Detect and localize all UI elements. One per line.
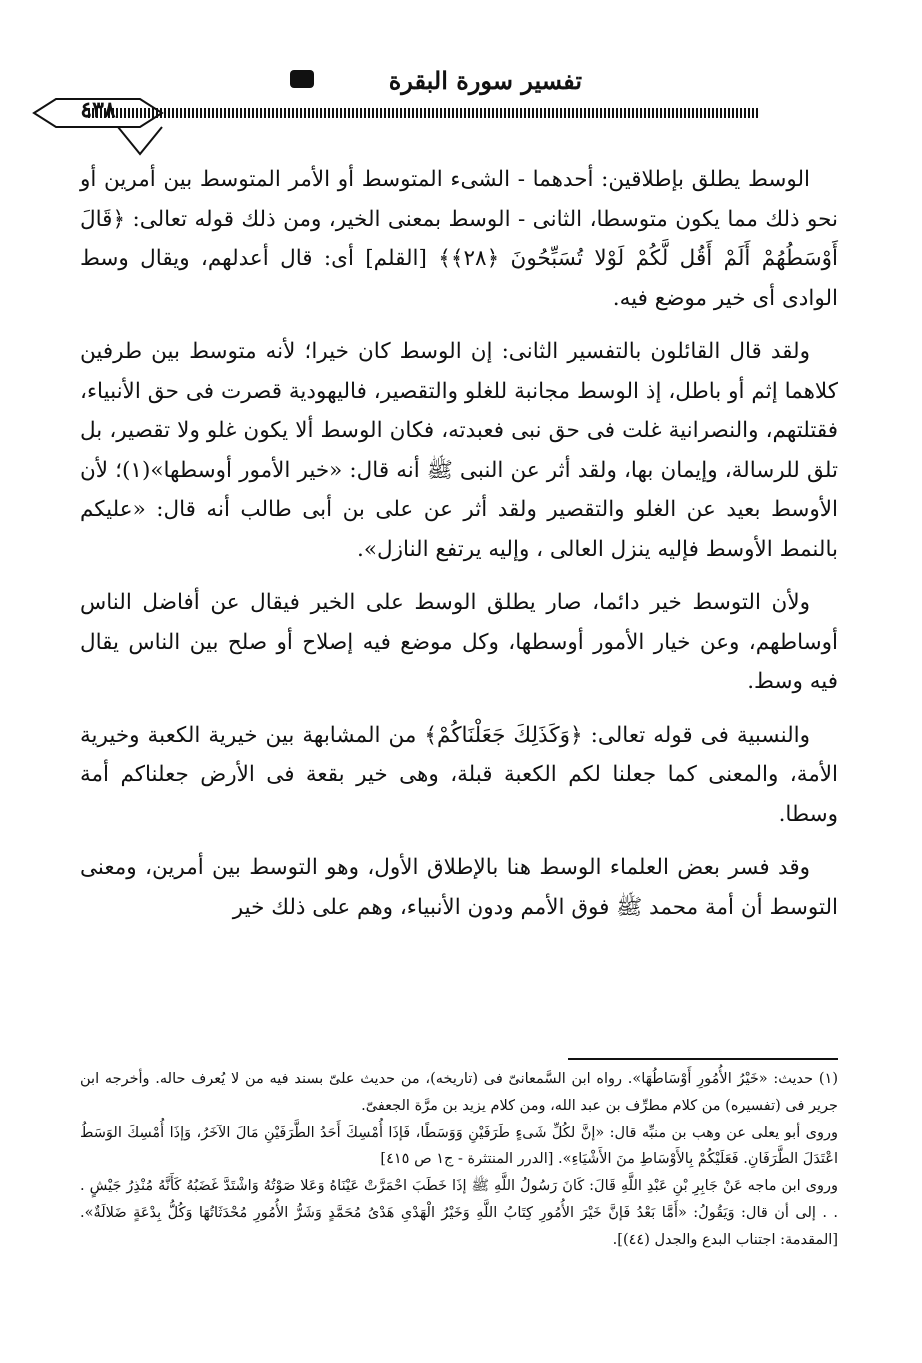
footnote-3: وروى ابن ماجه عَنْ جَابِرِ بْنِ عَبْدِ اللَّهِ قَالَ: كَانَ رَسُولُ اللَّهِ ﷺ إذَا خَطَبَ احْمَرَّتْ عَيْنَاهُ وَعَلا صَوْتُهُ وَاشْتَدَّ غَضَبُهُ كَأَنَّهُ مُنْذِرُ جَيْشٍ . . . إلى أن قال: وَيَقُولُ: «أَمَّا بَعْدُ فَإنَّ خَيْرَ الأُمُورِ كِتَابُ اللَّهِ وَخَيْرُ الْهَدْىِ هَدْىُ مُحَمَّدٍ وَشَرُّ الأُمُورِ مُحْدَثَاتُهَا وَكُلُّ بِدْعَةٍ ضَلالَةٌ». [المقدمة: اجتناب البدع والجدل (٤٤)]. [80,1178,838,1248]
footnote-separator [568,1058,838,1060]
footnote-2: وروى أبو يعلى عن وهب بن منبِّه قال: «إنَّ لكُلِّ شَىءٍ طَرَفَيْنِ وَوَسَطًا، فَإذَا أُمْسِكَ أَحَدُ الطَّرَفَيْنِ مَالَ الآخَرُ، وَإذَا أُمْسِكَ الوَسَطُ اعْتَدَلَ الطَّرَفَانِ. فَعَلَيْكُمْ بِالأَوْسَاطِ منَ الأَشْيَاءِ». [الدرر المنتثرة - ج١ ص ٤١٥] [80,1124,838,1168]
paragraph-4: والنسبية فى قوله تعالى: ﴿وَكَذَلِكَ جَعَلْنَاكُمْ﴾ من المشابهة بين خيرية الكعبة وخيرية الأمة، والمعنى كما جعلنا لكم الكعبة قبلة، وهى خير بقعة فى الأرض جعلناكم أمة وسطا. [80,722,838,827]
main-body [80,160,838,941]
paragraph-5: وقد فسر بعض العلماء الوسط هنا بالإطلاق الأول، وهو التوسط بين أمرين، ومعنى التوسط أن أمة محمد ﷺ فوق الأمم ودون الأنبياء، وهم على ذلك خير [80,855,838,920]
paragraph-3: ولأن التوسط خير دائما، صار يطلق الوسط على الخير فيقال عن أفاضل الناس أوساطهم، وعن خيار الأمور أوسطها، وكل موضع فيه إصلاح أو صلح بين الناس يقال فيه وسط. [80,590,838,694]
footnotes [80,1066,838,1254]
paragraph-1: الوسط يطلق بإطلاقين: أحدهما - الشىء المتوسط أو الأمر المتوسط بين أمرين أو نحو ذلك مما يكون متوسطا، الثانى - الوسط بمعنى الخير، ومن ذلك قوله تعالى: ﴿قَالَ أَوْسَطُهُمْ أَلَمْ أَقُل لَّكُمْ لَوْلا تُسَبِّحُونَ ﴿٢٨﴾﴾ [القلم] أى: قال أعدلهم، ويقال وسط الوادى أى خير موضع فيه. [80,167,838,311]
page-number: ٤٣٨ [80,97,116,123]
paragraph-2: ولقد قال القائلون بالتفسير الثانى: إن الوسط كان خيرا؛ لأنه متوسط بين طرفين كلاهما إثم أو باطل، إذ الوسط مجانبة للغلو والتقصير، فاليهودية قصرت فى حق الأنبياء، فقتلتهم، والنصرانية غلت فى حق نبى فعبدته، فكان الوسط ألا يكون غلو ولا تقصير، بل تلق للرسالة، وإيمان بها، ولقد أثر عن النبى ﷺ أنه قال: «خير الأمور أوسطها»(١)؛ لأن الأوسط بعيد عن الغلو والتقصير ولقد أثر عن على بن أبى طالب أنه قال: «عليكم بالنمط الأوسط فإليه ينزل العالى ، وإليه يرتفع النازل». [80,339,838,562]
header-ornament-icon [290,70,314,88]
footnote-1: (١) حديث: «خَيْرُ الأُمُورِ أَوْسَاطُهَا». رواه ابن السَّمعانىّ فى (تاريخه)، من حديث علىّ بسند فيه من لا يُعرف حاله. وأخرجه ابن جرير فى (تفسيره) من كلام مطرِّف بن عبد الله، ومن كلام يزيد بن مرَّة الجعفىّ. [80,1071,838,1114]
header-rule [88,108,758,118]
running-header-title: تفسير سورة البقرة [388,66,582,95]
